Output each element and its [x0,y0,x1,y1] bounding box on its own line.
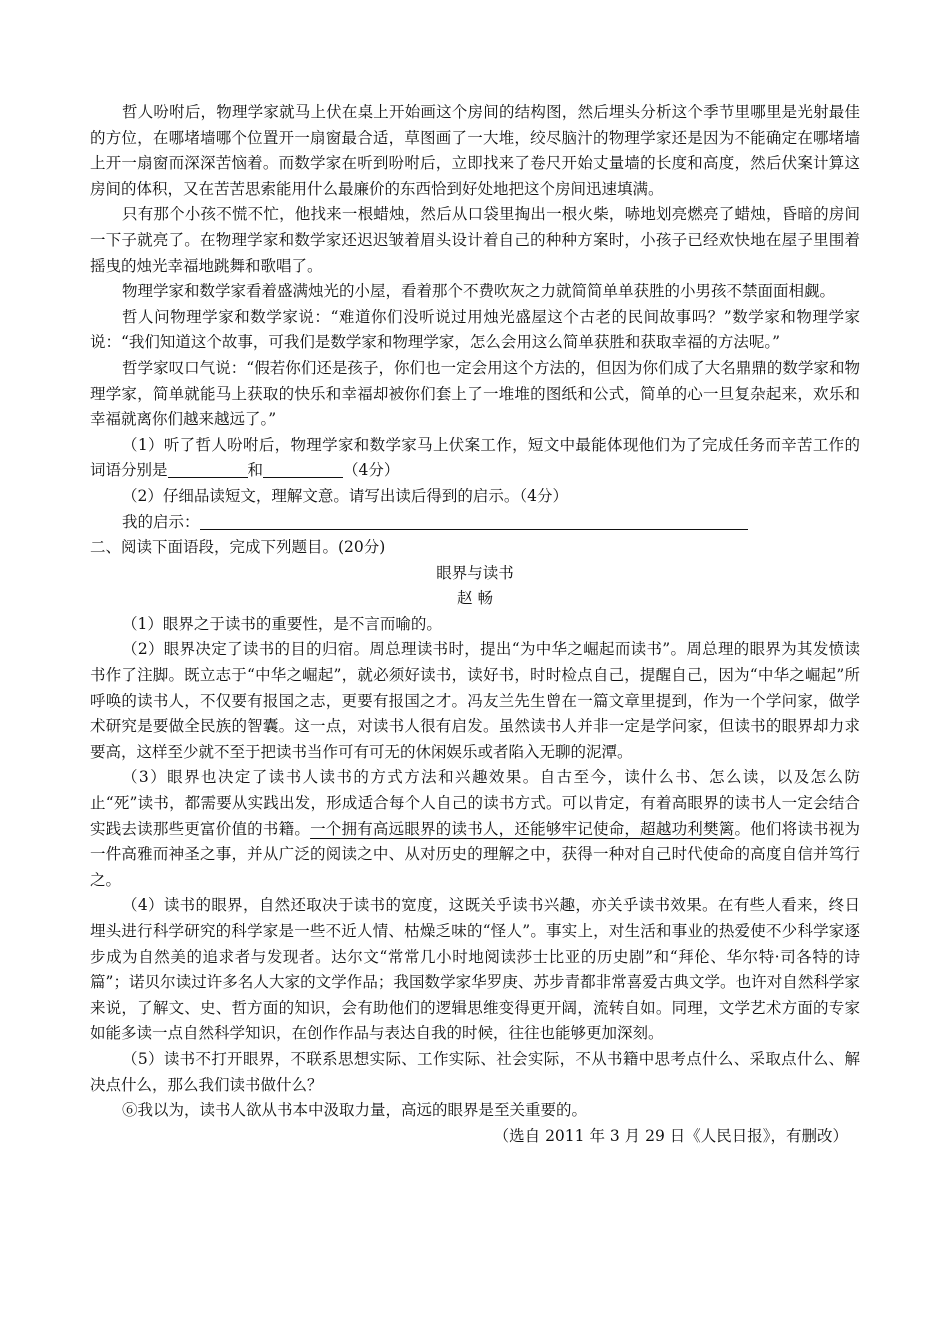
story-paragraph-3: 物理学家和数学家看着盛满烛光的小屋，看着那个不费吹灰之力就简简单单获胜的小男孩不禁面面相觑。 [122,282,836,301]
underlined-sentence: 一个拥有高远眼界的读书人，还能够牢记使命，超越功利樊篱 [310,819,735,838]
article-paragraph-2: （2）眼界决定了读书的目的归宿。周总理读书时，提出“为中华之崛起而读书”。周总理的眼界为其发愤读书作了注脚。既立志于“中华之崛起”，就必须好读书，读好书，时时检点自己，提醒自己，因为“中华之崛起”所呼唤的读书人，不仅要有报国之志，更要有报国之才。冯友兰先生曾在一篇文章里提到，作为一个学问家，做学术研究是要做全民族的智囊。这一点，对读书人很有启发。虽然读书人并非一定是学问家，但读书的眼界却力求要高，这样至少就不至于把读书当作可有可无的休闲娱乐或者陷入无聊的泥潭。 [90,640,860,761]
article-paragraph-3 [90,765,860,893]
answer-label: 我的启示： [122,512,200,531]
story-paragraph-4: 哲人问物理学家和数学家说：“难道你们没听说过用烛光盛屋这个古老的民间故事吗？”数学家和物理学家说：“我们知道这个故事，可我们是数学家和物理学家，怎么会用这么简单获胜和获取幸福的方法呢。” [90,307,860,352]
story-paragraph-5: 哲学家叹口气说：“假若你们还是孩子，你们也一定会用这个方法的，但因为你们成了大名鼎鼎的数学家和物理学家，简单就能马上获取的快乐和幸福却被你们套上了一堆堆的图纸和公式，简单的心一旦复杂起来，欢乐和幸福就离你们越来越远了。” [90,358,860,429]
article-paragraph-3-end: 。他们将读书视为一件高雅而神圣之事，并从广泛的阅读之中、从对历史的理解之中，获得一种对自己时代使命的高度自信并笃行之。 [90,819,860,889]
answer-blank-2[interactable] [263,461,343,478]
answer-line-row [90,510,860,536]
article-author: 赵 畅 [457,589,493,608]
story-paragraph-2: 只有那个小孩不慌不忙，他找来一根蜡烛，然后从口袋里掏出一根火柴，哧地划亮燃亮了蜡烛，昏暗的房间一下子就亮了。在物理学家和数学家还迟迟皱着眉头设计着自己的种种方案时，小孩子已经欢快地在屋子里围着摇曳的烛光幸福地跳舞和歌唱了。 [90,205,860,275]
section-2-heading: 二、阅读下面语段，完成下列题目。(20分) [90,538,386,557]
article-paragraph-6: ⑥我以为，读书人欲从书本中汲取力量，高远的眼界是至关重要的。 [122,1101,588,1120]
question-1-text: （1）听了哲人吩咐后，物理学家和数学家马上伏案工作，短文中最能体现他们为了完成任务而辛苦工作的词语分别是 [90,435,860,480]
answer-line[interactable] [200,513,748,530]
article-paragraph-1: （1）眼界之于读书的重要性，是不言而喻的。 [122,614,442,633]
question-1 [90,433,860,484]
content-column [90,100,860,1149]
question-2: （2）仔细品读短文，理解文意。请写出读后得到的启示。（4分） [122,486,568,505]
question-1-and: 和 [247,461,264,480]
article-paragraph-4: （4）读书的眼界，自然还取决于读书的宽度，这既关乎读书兴趣，亦关乎读书效果。在有些人看来，终日埋头进行科学研究的科学家是一些不近人情、枯燥乏味的“怪人”。事实上，对生活和事业的热爱使不少科学家逐步成为自然美的追求者与发现者。达尔文“常常几小时地阅读莎士比亚的历史剧”和“拜伦、华尔特·司各特的诗篇”；诺贝尔读过许多名人大家的文学作品；我国数学家华罗庚、苏步青都非常喜爱古典文学。也许对自然科学家来说，了解文、史、哲方面的知识，会有助他们的逻辑思维变得更开阔，流转自如。同理，文学艺术方面的专家如能多读一点自然科学知识，在创作作品与表达自我的时候，往往也能够更加深刻。 [90,896,860,1043]
story-paragraph-1: 哲人吩咐后，物理学家就马上伏在桌上开始画这个房间的结构图，然后埋头分析这个季节里哪里是光射最佳的方位，在哪堵墙哪个位置开一扇窗最合适，草图画了一大堆，绞尽脑汁的物理学家还是因为不能确定在哪堵墙上开一扇窗而深深苦恼着。而数学家在听到吩咐后，立即找来了卷尺开始丈量墙的长度和高度，然后伏案计算这房间的体积，又在苦苦思索能用什么最廉价的东西恰到好处地把这个房间迅速填满。 [90,103,860,198]
article-paragraph-3-start: （3）眼界也决定了读书人读书的方式方法和兴趣效果。自古至今，读什么书、怎么读，以及怎么防止“死”读书，都需要从实践出发，形成适合每个人自己的读书方式。可以肯定，有着高眼界的读书人一定会结合实践去读那些更富价值的书籍。 [90,768,860,838]
article-title: 眼界与读书 [436,563,514,582]
question-1-score: （4分） [343,461,400,480]
answer-blank-1[interactable] [168,461,248,478]
article-source: （选自 2011 年 3 月 29 日《人民日报》，有删改） [493,1126,848,1145]
article-paragraph-5: （5）读书不打开眼界，不联系思想实际、工作实际、社会实际，不从书籍中思考点什么、采取点什么、解决点什么，那么我们读书做什么？ [90,1049,860,1094]
